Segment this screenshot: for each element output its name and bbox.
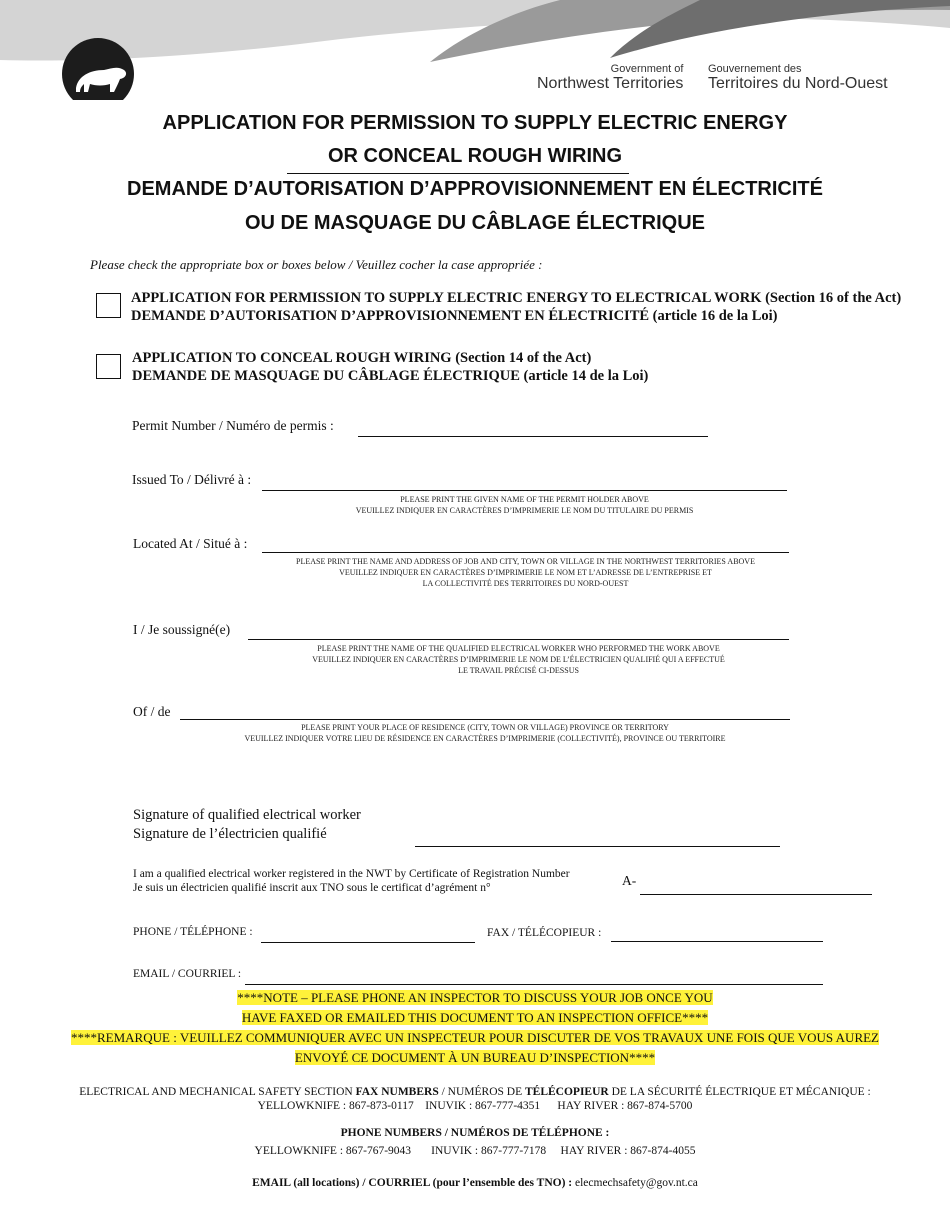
instructions: Please check the appropriate box or boxes below / Veuillez cocher la case appropriée : [90,257,543,272]
permit-number-label: Permit Number / Numéro de permis : [132,418,334,433]
gov-en-small: Government of [610,63,684,75]
title-en-line1: APPLICATION FOR PERMISSION TO SUPPLY ELECTRIC ENERGY [162,112,788,134]
signature-field[interactable] [415,846,780,847]
email-label: EMAIL / COURRIEL : [133,968,242,980]
footer-email-label: EMAIL (all locations) / COURRIEL (pour l’ensemble des TNO) : [252,1177,573,1189]
worker-name-label: I / Je soussigné(e) [133,622,231,637]
footer-fax [0,1085,950,1113]
worker-name-hint-fr: VEUILLEZ INDIQUER EN CARACTÈRES D’IMPRIMERIE LE NOM DE L’ÉLECTRICIEN QUALIFIÉ QUI A EFFECTUÉ [312,655,725,664]
residence-hint-en: PLEASE PRINT YOUR PLACE OF RESIDENCE (CITY, TOWN OR VILLAGE) PROVINCE OR TERRITORY [301,723,669,732]
fax-field[interactable] [611,941,823,942]
located-at-field[interactable] [262,552,789,553]
gov-en-big: Northwest Territories [537,74,684,92]
footer-fax-bold2: TÉLÉCOPIEUR [525,1086,609,1098]
issued-to-hint-fr: VEUILLEZ INDIQUER EN CARACTÈRES D’IMPRIMERIE LE NOM DU TITULAIRE DU PERMIS [355,506,694,515]
gov-fr-small: Gouvernement des [708,63,802,75]
certificate-statement [133,867,570,895]
option-supply-energy-fr: DEMANDE D’AUTORISATION D’APPROVISIONNEMENT EN ÉLECTRICITÉ (article 16 de la Loi) [131,308,778,324]
issued-to-label: Issued To / Délivré à : [132,472,252,487]
option-conceal-wiring-label [132,349,648,385]
signature-label [133,806,361,844]
residence-label: Of / de [133,704,171,719]
option-supply-energy-en: APPLICATION FOR PERMISSION TO SUPPLY ELECTRIC ENERGY TO ELECTRICAL WORK (Section 16 of the Act) [131,290,902,306]
footer-email-link[interactable]: elecmechsafety@gov.nt.ca [575,1177,698,1189]
footer-fax-title [0,1085,950,1099]
gov-en [537,64,683,92]
option-supply-energy-label [131,289,901,325]
title-fr-line1: DEMANDE D’AUTORISATION D’APPROVISIONNEMENT EN ÉLECTRICITÉ [127,178,823,200]
issued-to-hint-en: PLEASE PRINT THE GIVEN NAME OF THE PERMIT HOLDER ABOVE [400,495,649,504]
note-fr-line1: ****REMARQUE : VEUILLEZ COMMUNIQUER AVEC UN INSPECTEUR POUR DISCUTER DE VOS TRAVAUX UNE FOIS QUE VOUS AUREZ [71,1030,879,1045]
footer-fax-numbers: YELLOWKNIFE : 867-873-0117 INUVIK : 867-777-4351 HAY RIVER : 867-874-5700 [257,1100,693,1112]
located-at-hint [262,556,789,589]
certificate-prefix: A- [622,873,637,888]
checkbox-conceal-wiring[interactable] [96,354,121,379]
footer-fax-post: DE LA SÉCURITÉ ÉLECTRIQUE ET MÉCANIQUE : [608,1086,871,1098]
signature-label-fr: Signature de l’électricien qualifié [133,826,327,842]
worker-name-hint [248,643,789,676]
worker-name-field[interactable] [248,639,789,640]
permit-number-field[interactable] [358,436,708,437]
note-en-line1: ****NOTE – PLEASE PHONE AN INSPECTOR TO DISCUSS YOUR JOB ONCE YOU [237,990,713,1005]
certificate-statement-fr: Je suis un électricien qualifié inscrit aux TNO sous le certificat d’agrément n° [133,882,491,894]
fax-label: FAX / TÉLÉCOPIEUR : [487,927,602,939]
note-en [0,988,950,1028]
phone-label: PHONE / TÉLÉPHONE : [133,926,253,938]
certificate-statement-en: I am a qualified electrical worker registered in the NWT by Certificate of Registration Number [133,868,570,880]
phone-field[interactable] [261,942,475,943]
footer-phone-numbers: YELLOWKNIFE : 867-767-9043 INUVIK : 867-777-7178 HAY RIVER : 867-874-4055 [254,1145,696,1157]
residence-field[interactable] [180,719,790,720]
email-field[interactable] [245,984,823,985]
title-fr-line2: OU DE MASQUAGE DU CÂBLAGE ÉLECTRIQUE [244,212,706,234]
located-at-hint-fr2: LA COLLECTIVITÉ DES TERRITOIRES DU NORD-OUEST [422,579,629,588]
footer-fax-bold1: FAX NUMBERS [355,1086,439,1098]
residence-hint [180,722,790,744]
title-divider [287,173,629,174]
title-en-line2: OR CONCEAL ROUGH WIRING [327,145,623,167]
located-at-label: Located At / Situé à : [133,536,248,551]
note-fr [0,1028,950,1068]
worker-name-hint-en: PLEASE PRINT THE NAME OF THE QUALIFIED ELECTRICAL WORKER WHO PERFORMED THE WORK ABOVE [317,644,720,653]
footer-phone-title: PHONE NUMBERS / NUMÉROS DE TÉLÉPHONE : [340,1127,610,1139]
note-en-line2: HAVE FAXED OR EMAILED THIS DOCUMENT TO AN INSPECTION OFFICE**** [241,1010,709,1025]
checkbox-supply-energy[interactable] [96,293,121,318]
footer-email [0,1176,950,1190]
worker-name-hint-fr2: LE TRAVAIL PRÉCISÉ CI-DESSUS [458,666,579,675]
located-at-hint-fr: VEUILLEZ INDIQUER EN CARACTÈRES D’IMPRIMERIE LE NOM ET L’ADRESSE DE L’ENTREPRISE ET [339,568,712,577]
certificate-number-field[interactable] [640,894,872,895]
issued-to-hint [262,494,787,516]
option-conceal-wiring-fr: DEMANDE DE MASQUAGE DU CÂBLAGE ÉLECTRIQUE (article 14 de la Loi) [132,368,649,384]
footer-fax-mid: / NUMÉROS DE [438,1086,525,1098]
footer-fax-pre: ELECTRICAL AND MECHANICAL SAFETY SECTION [79,1086,356,1098]
issued-to-field[interactable] [262,490,787,491]
gov-fr [708,64,888,92]
located-at-hint-en: PLEASE PRINT THE NAME AND ADDRESS OF JOB AND CITY, TOWN OR VILLAGE IN THE NORTHWEST TERRITORIES ABOVE [296,557,755,566]
gov-fr-big: Territoires du Nord-Ouest [708,74,888,92]
note-fr-line2: ENVOYÉ CE DOCUMENT À UN BUREAU D’INSPECTION**** [294,1050,656,1065]
signature-label-en: Signature of qualified electrical worker [133,807,361,823]
residence-hint-fr: VEUILLEZ INDIQUER VOTRE LIEU DE RÉSIDENCE EN CARACTÈRES D’IMPRIMERIE (COLLECTIVITÉ), PROVINCE OU TERRITOIRE [244,734,726,743]
option-conceal-wiring-en: APPLICATION TO CONCEAL ROUGH WIRING (Section 14 of the Act) [132,350,592,366]
